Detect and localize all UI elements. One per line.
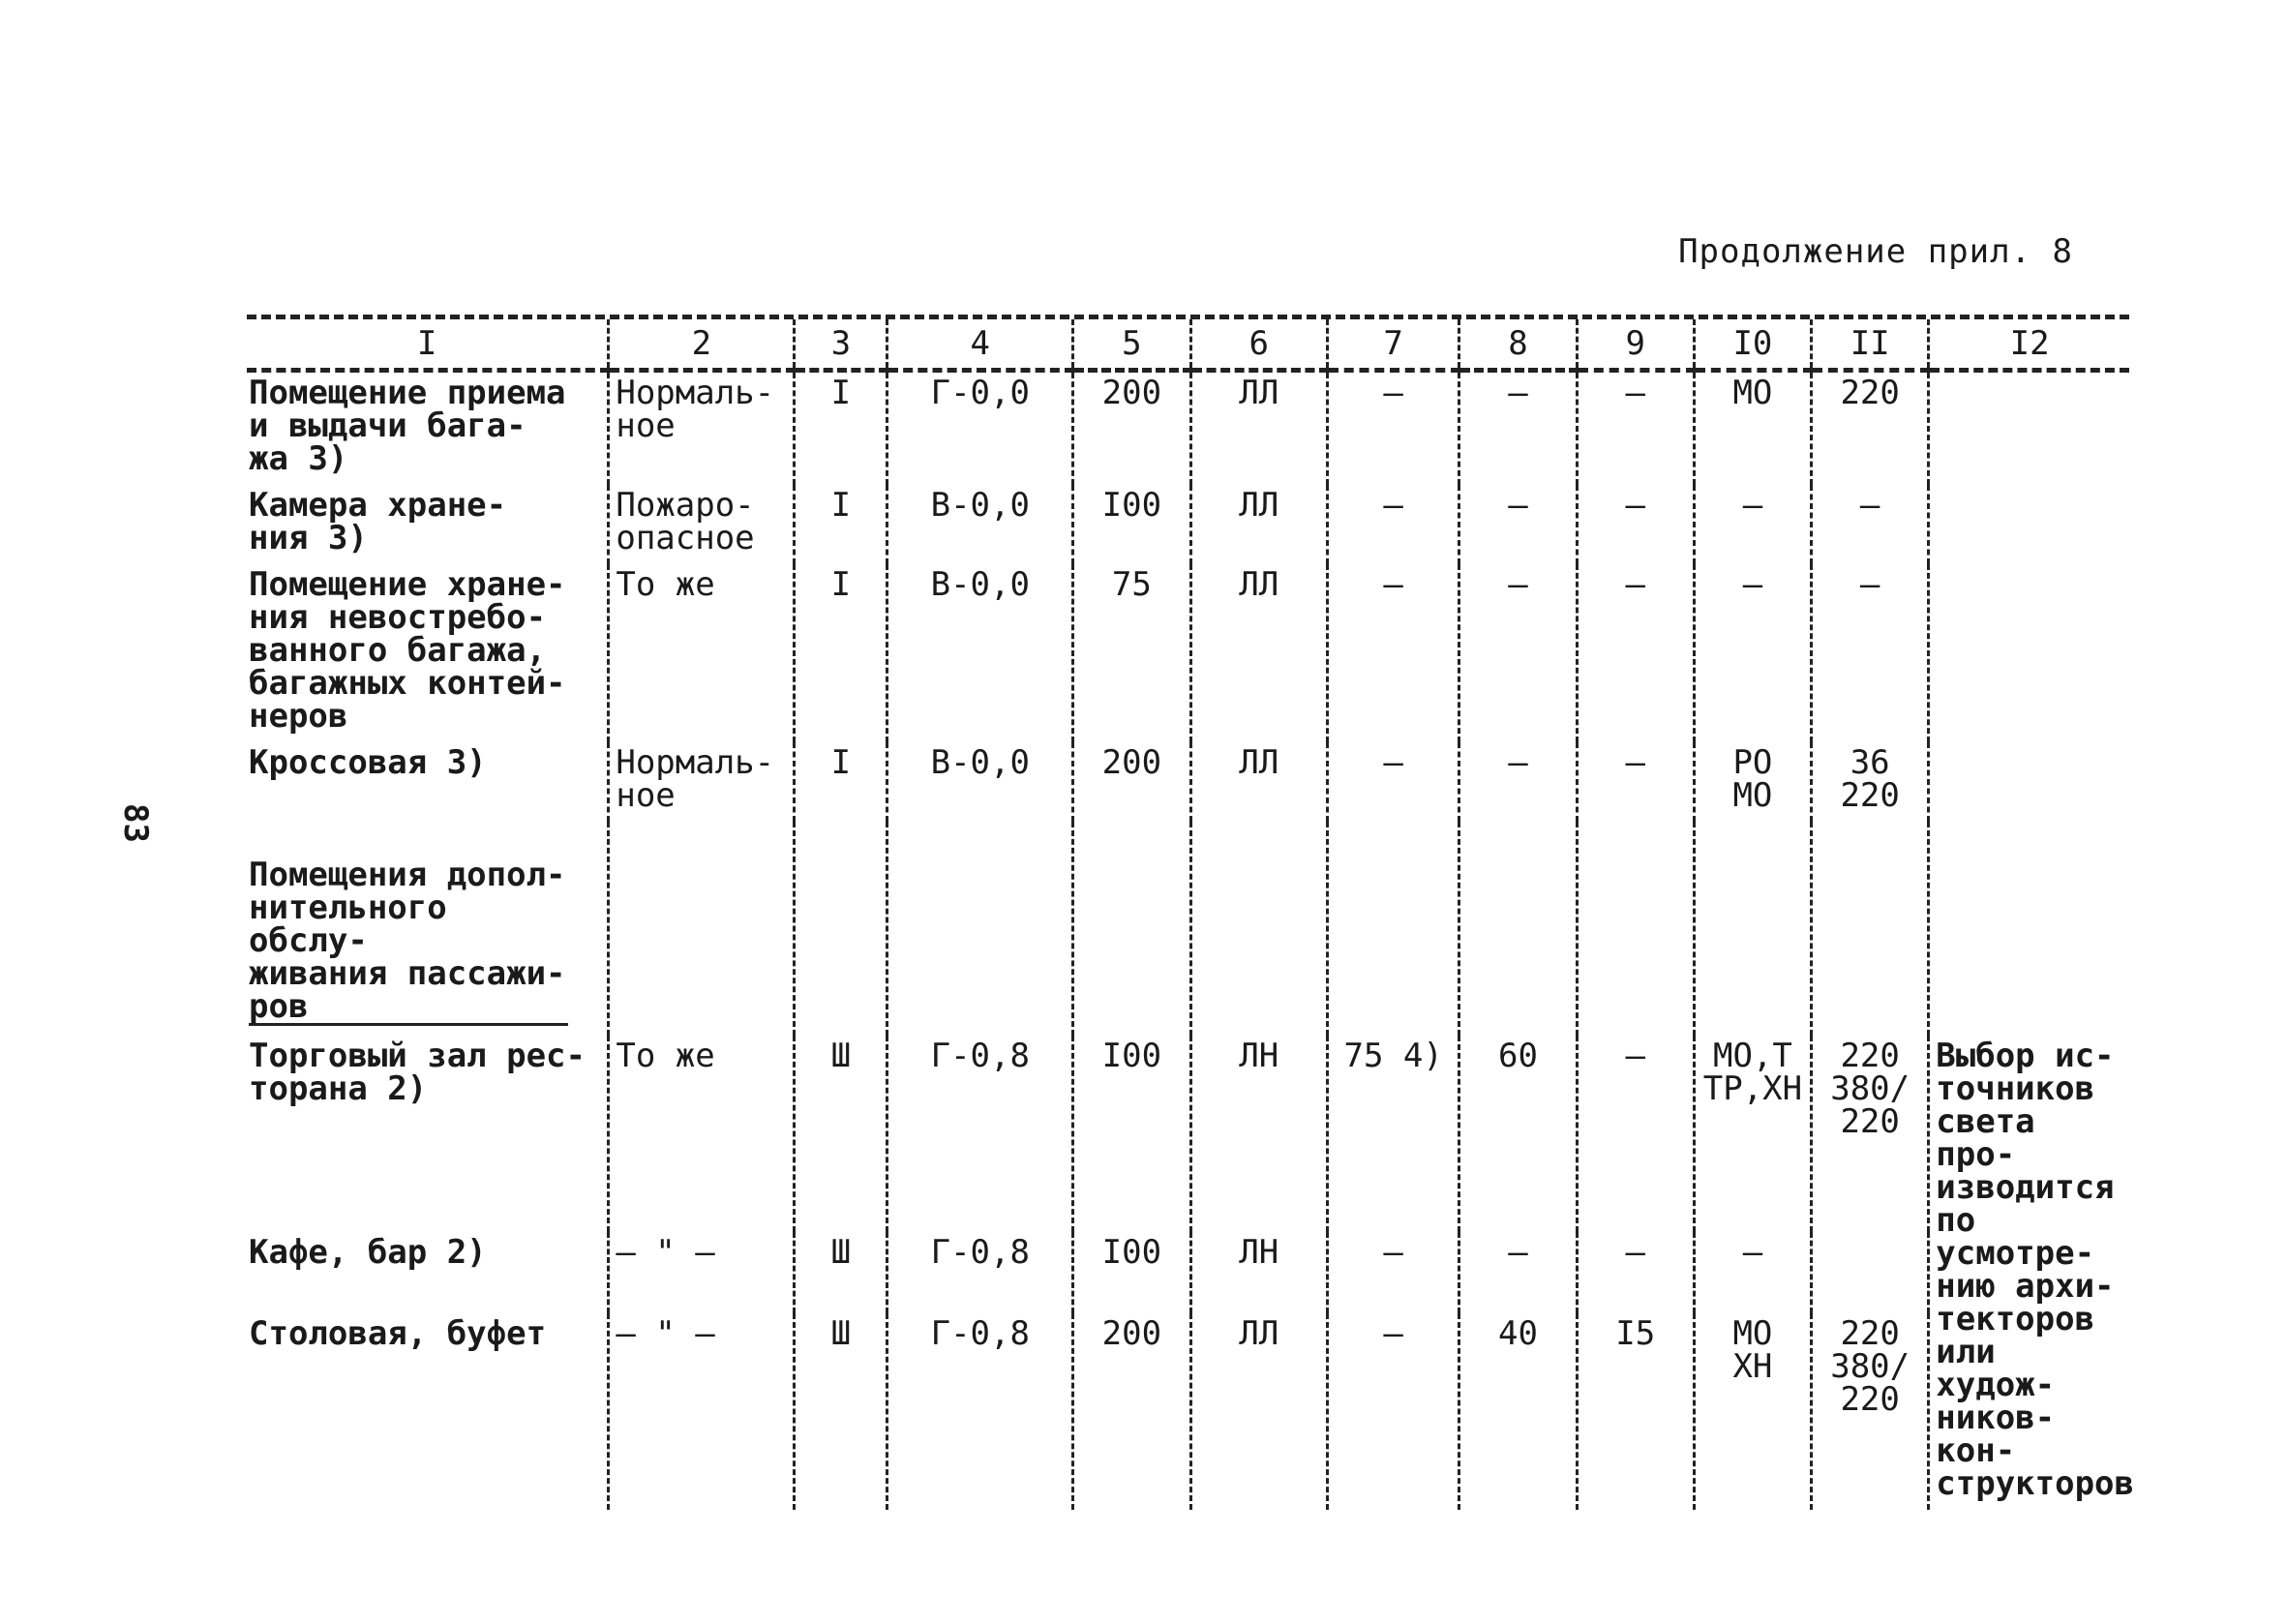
cell: ЛЛ — [1190, 1313, 1327, 1510]
cell: 220 380/ 220 — [1812, 1036, 1929, 1232]
empty-cell — [1459, 822, 1577, 1036]
room-name: Кроссовая 3) — [249, 743, 487, 782]
cell: МО,Т ТР,ХН — [1694, 1036, 1811, 1232]
table-row — [247, 742, 2129, 822]
cell: ЛЛ — [1190, 564, 1327, 742]
environment: – " – — [609, 1232, 795, 1313]
col-header: 5 — [1073, 319, 1190, 371]
cell — [1929, 371, 2129, 486]
cell: – — [1577, 564, 1694, 742]
cell: – — [1459, 1232, 1577, 1313]
cell: – — [1327, 564, 1459, 742]
cell: – — [1694, 564, 1811, 742]
cell: 200 — [1073, 742, 1190, 822]
empty-cell — [1073, 822, 1190, 1036]
empty-cell — [1327, 822, 1459, 1036]
cell: – — [1327, 371, 1459, 486]
cell: – — [1694, 1232, 1811, 1313]
cell: I — [795, 564, 887, 742]
col-header: II — [1812, 319, 1929, 371]
spec-table-wrap — [247, 315, 2134, 1510]
cell: ЛЛ — [1190, 742, 1327, 822]
empty-cell — [1577, 822, 1694, 1036]
cell: ЛН — [1190, 1232, 1327, 1313]
col-header: I — [247, 319, 609, 371]
cell: Ш — [795, 1036, 887, 1232]
empty-cell — [1190, 822, 1327, 1036]
cell: Г-0,8 — [887, 1232, 1073, 1313]
environment: Пожаро- опасное — [609, 485, 795, 564]
col-header: I0 — [1694, 319, 1811, 371]
cell: 200 — [1073, 1313, 1190, 1510]
col-header: 7 — [1327, 319, 1459, 371]
environment: – " – — [609, 1313, 795, 1510]
cell: Г-0,0 — [887, 371, 1073, 486]
cell: В-0,0 — [887, 564, 1073, 742]
cell: I00 — [1073, 485, 1190, 564]
col-header: I2 — [1929, 319, 2129, 371]
cell: – — [1459, 371, 1577, 486]
table-row — [247, 1313, 2129, 1510]
cell: – — [1327, 742, 1459, 822]
cell: – — [1577, 371, 1694, 486]
cell: 36 220 — [1812, 742, 1929, 822]
environment: То же — [609, 564, 795, 742]
cell: 220 380/ 220 — [1812, 1313, 1929, 1510]
room-name: Камера хране- ния 3) — [249, 486, 507, 557]
col-header: 9 — [1577, 319, 1694, 371]
header-row — [247, 319, 2129, 371]
page-caption: Продолжение прил. 8 — [1678, 232, 2073, 271]
cell: I — [795, 371, 887, 486]
cell — [1929, 485, 2129, 564]
environment: То же — [609, 1036, 795, 1232]
table-row — [247, 1036, 2129, 1232]
cell: ЛН — [1190, 1036, 1327, 1232]
cell: I — [795, 485, 887, 564]
cell: – — [1812, 564, 1929, 742]
cell: I — [795, 742, 887, 822]
cell: 200 — [1073, 371, 1190, 486]
group-title-cell — [247, 822, 609, 1036]
cell: – — [1327, 1232, 1459, 1313]
notes-cell: Выбор ис- точников света про- изводится по усмотре- нию архи- текторов или худож- ников-кон- структоров — [1929, 1036, 2129, 1510]
cell: – — [1812, 485, 1929, 564]
cell: 60 — [1459, 1036, 1577, 1232]
cell: 75 4) — [1327, 1036, 1459, 1232]
spec-table — [247, 319, 2134, 1510]
cell: МО ХН — [1694, 1313, 1811, 1510]
col-header: 4 — [887, 319, 1073, 371]
col-header: 8 — [1459, 319, 1577, 371]
room-name: Кафе, бар 2) — [249, 1233, 487, 1272]
table-row — [247, 485, 2129, 564]
empty-cell — [887, 822, 1073, 1036]
cell: – — [1577, 1036, 1694, 1232]
cell: В-0,0 — [887, 485, 1073, 564]
empty-cell — [1929, 822, 2129, 1036]
cell: В-0,0 — [887, 742, 1073, 822]
cell — [1929, 564, 2129, 742]
cell: 75 — [1073, 564, 1190, 742]
empty-cell — [1812, 822, 1929, 1036]
cell: I00 — [1073, 1232, 1190, 1313]
environment: Нормаль- ное — [609, 742, 795, 822]
empty-cell — [795, 822, 887, 1036]
environment: Нормаль- ное — [609, 371, 795, 486]
cell — [1929, 742, 2129, 822]
cell: I00 — [1073, 1036, 1190, 1232]
cell: Ш — [795, 1313, 887, 1510]
cell: – — [1577, 742, 1694, 822]
room-name: Столовая, буфет — [249, 1314, 547, 1353]
cell: I5 — [1577, 1313, 1694, 1510]
cell: РО МО — [1694, 742, 1811, 822]
table-row — [247, 564, 2129, 742]
cell: – — [1577, 485, 1694, 564]
room-name: Помещение приема и выдачи бага- жа 3) — [249, 374, 566, 478]
cell: – — [1577, 1232, 1694, 1313]
cell: ЛЛ — [1190, 371, 1327, 486]
cell: 220 — [1812, 371, 1929, 486]
cell: – — [1694, 485, 1811, 564]
page-number: 83 — [116, 803, 155, 843]
cell: МО — [1694, 371, 1811, 486]
empty-cell — [1694, 822, 1811, 1036]
col-header: 6 — [1190, 319, 1327, 371]
table-row — [247, 1232, 2129, 1313]
cell: 40 — [1459, 1313, 1577, 1510]
cell — [1812, 1232, 1929, 1313]
table-row — [247, 371, 2129, 486]
cell: – — [1459, 564, 1577, 742]
cell: Ш — [795, 1232, 887, 1313]
room-name: Торговый зал рес- торана 2) — [249, 1037, 586, 1108]
cell: ЛЛ — [1190, 485, 1327, 564]
col-header: 3 — [795, 319, 887, 371]
cell: – — [1327, 485, 1459, 564]
room-name: Помещение хране- ния невостребо- ванного багажа, багажных контей- неров — [249, 565, 566, 736]
group-title: Помещения допол- нительного обслу- живания пассажи- ров — [249, 858, 568, 1026]
col-header: 2 — [609, 319, 795, 371]
cell: Г-0,8 — [887, 1036, 1073, 1232]
group-row — [247, 822, 2129, 1036]
cell: – — [1459, 742, 1577, 822]
cell: – — [1327, 1313, 1459, 1510]
empty-cell — [609, 822, 795, 1036]
cell: Г-0,8 — [887, 1313, 1073, 1510]
cell: – — [1459, 485, 1577, 564]
